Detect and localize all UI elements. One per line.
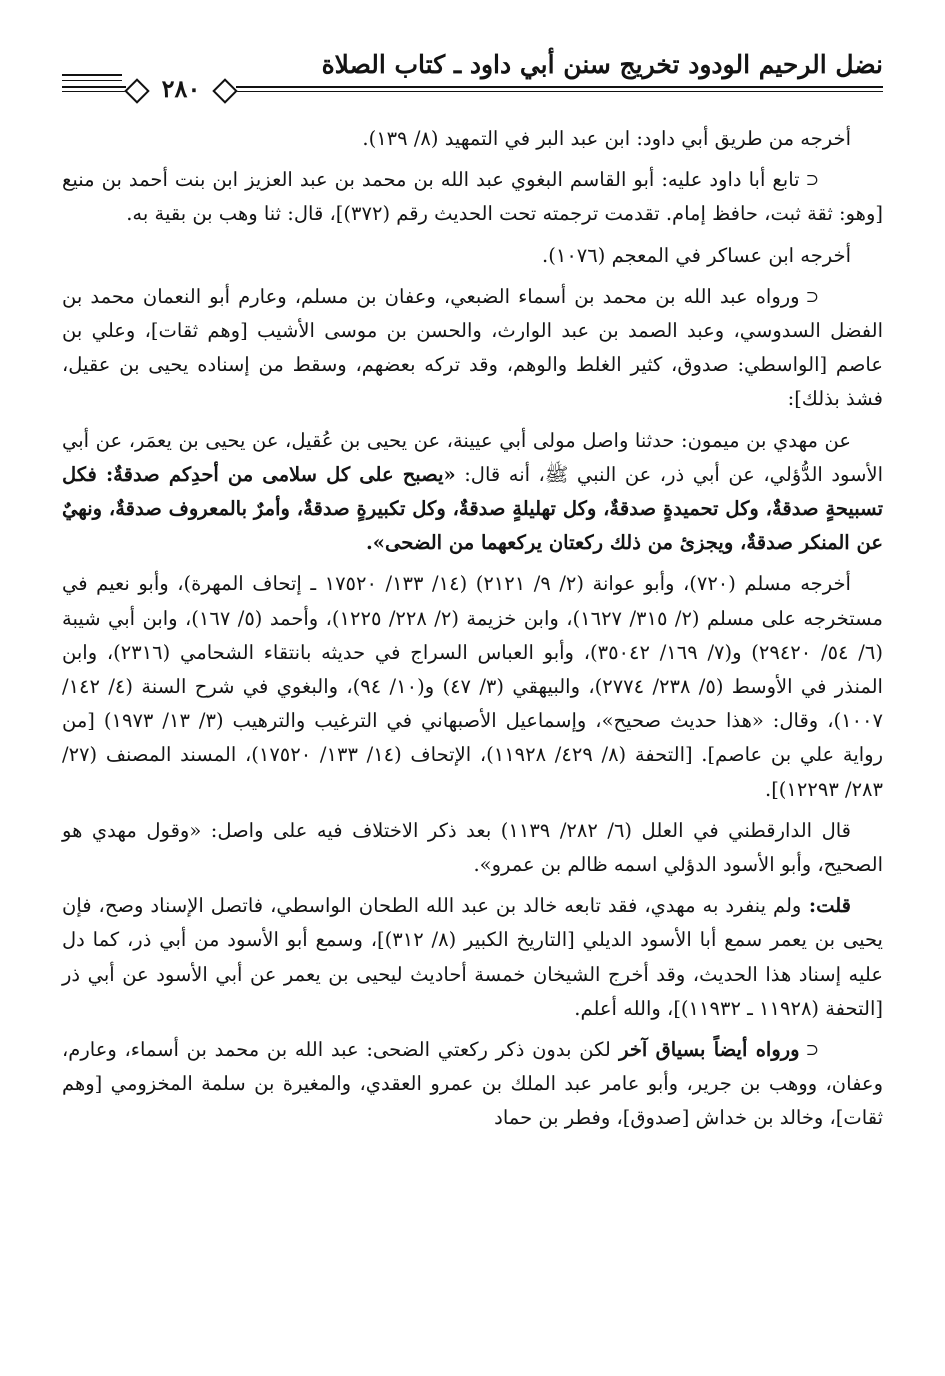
page-number: ٢٨٠ [161, 74, 201, 103]
text-run: عن مهدي بن ميمون: حدثنا واصل مولى أبي عيينة، عن يحيى بن عُقيل، عن يحيى بن يعمَر، عن أبي الأسود الدُّؤلي، عن أبي ذر، عن النبي ﷺ، أنه قال: [62, 428, 883, 486]
text-run: قال الدارقطني في العلل (٦/ ٢٨٢/ ١١٣٩) بعد ذكر الاختلاف فيه على واصل: «وقول مهدي هو الصحيح، وأبو الأسود الدؤلي اسمه ظالم بن عمرو». [62, 818, 883, 877]
text-run: ولم ينفرد به مهدي، فقد تابعه خالد بن عبد الله الطحان الواسطي، فاتصل الإسناد وصح، فإن يحيى بن يعمر سمع أبا الأسود الديلي [التاريخ الكبير (٨/ ٣١٢)]، وسمع أبو الأسود من أبي ذر، كما دل عليه إسناد هذا الحديث، وقد أخرج الشيخان خمسة أحاديث ليحيى بن يعمر عن أبي الأسود عن أبي ذر [التحفة (١١٩٢٨ ـ ١١٩٣٢)]، والله أعلم. [62, 894, 883, 1020]
text-run: لكن بدون ذكر ركعتي الضحى: عبد الله بن محمد بن أسماء، وعارم، وعفان، ووهب بن جرير، وأبو عامر عبد الملك بن عمرو العقدي، والمغيرة بن سلمة المخزومي [وهم ثقات]، وخالد بن خداش [صدوق]، وفطر بن حماد [62, 1038, 883, 1130]
paragraph [62, 239, 883, 273]
page-header [62, 48, 883, 103]
text-run: تابع أبا داود عليه: أبو القاسم البغوي عبد الله بن محمد بن عبد العزيز ابن بنت أحمد بن منيع [وهو: ثقة ثبت، حافظ إمام. تقدمت ترجمته تحت الحديث رقم (٣٧٢)]، قال: ثنا وهب بن بقية به. [62, 168, 883, 226]
header-ornament-line-thin [62, 80, 122, 81]
page-number-ornament [126, 70, 236, 112]
paragraph [62, 814, 883, 882]
paragraph [62, 1033, 883, 1136]
paragraph-marker-icon: ⊂ [805, 1040, 819, 1060]
paragraph [62, 424, 883, 561]
paragraph [62, 567, 883, 806]
text-run: أخرجه من طريق أبي داود: ابن عبد البر في التمهيد (٨/ ١٣٩). [362, 127, 851, 150]
paragraph [62, 889, 883, 1026]
text-run: ورواه عبد الله بن محمد بن أسماء الضبعي، وعفان بن مسلم، وعارم أبو النعمان محمد بن الفضل السدوسي، وعبد الصمد بن عبد الوارث، والحسن بن موسى الأشيب [وهم ثقات]، وعلي بن عاصم [الواسطي: صدوق، كثير الغلط والوهم، وقد تركه بعضهم، وسقط من إسناده يحيى بن عقيل، فشذ بذلك]: [62, 284, 883, 411]
bold-text-run: «يصبح على كل سلامى من أحدِكم صدقةٌ: فكل تسبيحةٍ صدقةٌ، وكل تحميدةٍ صدقةٌ، وكل تهليلةٍ صدقةٌ، وكل تكبيرةٍ صدقةٌ، وأمرٌ بالمعروف صدقةٌ، ونهيٌ عن المنكر صدقةٌ، ويجزئ من ذلك ركعتان يركعهما من الضحى». [62, 462, 883, 555]
paragraph-marker-icon: ⊂ [805, 286, 819, 306]
text-run: أخرجه مسلم (٧٢٠)، وأبو عوانة (٢/ ٩/ ٢١٢١) (١٤/ ١٣٣/ ١٧٥٢٠ ـ إتحاف المهرة)، وأبو نعيم في مستخرجه على مسلم (٢/ ٣١٥/ ١٦٢٧)، وابن خزيمة (٢/ ٢٢٨/ ١٢٢٥)، وأحمد (٥/ ١٦٧)، وابن أبي شيبة (٦/ ٥٤/ ٢٩٤٢٠) و(٧/ ١٦٩/ ٣٥٠٤٢)، وأبو العباس السراج في حديثه بانتقاء الشحامي (٢٣١٦)، وابن المنذر في الأوسط (٥/ ٢٣٨/ ٢٧٧٤)، والبيهقي (٣/ ٤٧) و(١٠/ ٩٤)، والبغوي في شرح السنة (٤/ ١٤٢/ ١٠٠٧)، وقال: «هذا حديث صحيح»، وإسماعيل الأصبهاني في الترغيب والترهيب (٣/ ١٣/ ١٩٧٣) [من رواية علي بن عاصم]. [التحفة (٨/ ٤٢٩/ ١١٩٢٨)، الإتحاف (١٤/ ١٣٣/ ١٧٥٢٠)، المسند المصنف (٢٧/ ٢٨٣/ ١٢٢٩٣)]. [62, 572, 884, 801]
running-title: نضل الرحيم الودود تخريج سنن أبي داود ـ كتاب الصلاة [321, 50, 883, 79]
page-body [62, 122, 883, 1356]
paragraph [62, 122, 883, 156]
header-ornament-line [62, 74, 122, 76]
paragraph [62, 163, 883, 231]
text-run: أخرجه ابن عساكر في المعجم (١٠٧٦). [542, 243, 851, 267]
bold-text-run: ورواه أيضاً بسياق آخر [610, 1038, 800, 1062]
bold-text-run: قلت: [801, 894, 851, 918]
paragraph-marker-icon: ⊂ [805, 170, 819, 190]
paragraph [62, 280, 883, 417]
